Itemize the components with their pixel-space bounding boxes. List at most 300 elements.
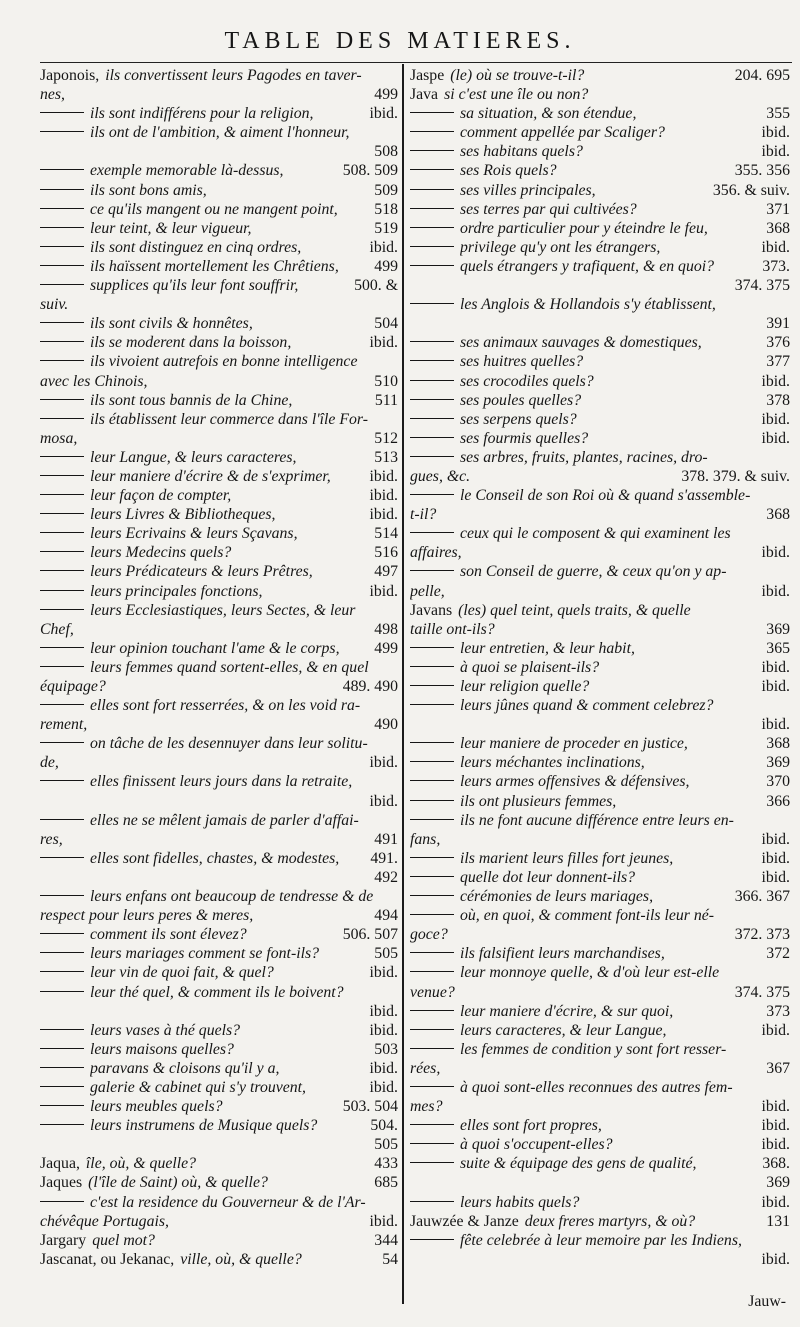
entry-text: t-il?	[410, 506, 437, 524]
index-entry	[40, 448, 398, 467]
index-entry	[40, 1212, 398, 1231]
index-entry	[40, 219, 398, 238]
index-entry	[40, 391, 398, 410]
index-entry	[410, 276, 790, 295]
index-entry	[410, 1173, 790, 1192]
page-reference: ibid.	[761, 1250, 790, 1268]
index-entry	[410, 868, 790, 887]
ditto-dash	[40, 341, 84, 342]
entry-text: leurs principales fonctions,	[90, 582, 263, 600]
index-entry	[40, 753, 398, 772]
ditto-dash	[40, 590, 84, 591]
ditto-dash	[40, 131, 84, 132]
index-entry	[40, 352, 398, 371]
entry-text: leurs Ecrivains & leurs Sçavans,	[90, 525, 298, 543]
index-entry	[40, 410, 398, 429]
index-entry	[410, 1078, 790, 1097]
index-entry	[410, 944, 790, 963]
entry-text: quelle dot leur donnent-ils?	[460, 868, 636, 886]
entry-text: goce?	[410, 926, 448, 944]
entry-text: ses poules quelles?	[460, 391, 582, 409]
ditto-dash	[410, 780, 454, 781]
entry-text: leurs mariages comment se font-ils?	[90, 945, 320, 963]
ditto-dash	[410, 1239, 454, 1240]
page-reference: ibid.	[369, 467, 398, 485]
index-entry	[40, 505, 398, 524]
entry-text: avec les Chinois,	[40, 372, 148, 390]
index-entry	[410, 238, 790, 257]
index-entry	[40, 333, 398, 352]
ditto-dash	[40, 647, 84, 648]
index-entry	[40, 582, 398, 601]
entry-headword: Jaqua,	[40, 1155, 80, 1173]
entry-text: à quoi s'occupent-elles?	[460, 1136, 613, 1154]
entry-text: ils se moderent dans la boisson,	[90, 334, 292, 352]
index-entry	[40, 772, 398, 791]
page-reference: ibid.	[761, 1193, 790, 1211]
page-reference: 503	[374, 1040, 398, 1058]
entry-text: ses crocodiles quels?	[460, 372, 594, 390]
entry-text: ils sont distinguez en cinq ordres,	[90, 238, 302, 256]
page-reference: ibid.	[761, 716, 790, 734]
page-reference: 368	[766, 219, 790, 237]
page-reference: 54	[382, 1250, 398, 1268]
entry-text: comment ils sont élevez?	[90, 926, 247, 944]
index-entry	[410, 524, 790, 543]
entry-text: son Conseil de guerre, & ceux qu'on y ap-	[460, 563, 727, 581]
page-reference: 356. & suiv.	[712, 181, 790, 199]
page-reference: 376	[766, 334, 790, 352]
page-reference: 377	[766, 353, 790, 371]
page-reference: 499	[374, 639, 398, 657]
index-entry	[40, 963, 398, 982]
index-entry	[40, 295, 398, 314]
page-reference: 500. &	[354, 277, 398, 295]
entry-text: (le) où se trouve-t-il?	[450, 67, 585, 84]
index-entry	[410, 753, 790, 772]
index-entry	[410, 352, 790, 371]
index-entry	[40, 429, 398, 448]
ditto-dash	[40, 246, 84, 247]
entry-text: leurs caracteres, & leur Langue,	[460, 1021, 667, 1039]
index-entry	[40, 715, 398, 734]
index-entry	[410, 410, 790, 429]
page-reference: ibid.	[761, 544, 790, 562]
index-entry	[410, 314, 790, 333]
entry-text: le Conseil de son Roi où & quand s'assemble-	[460, 487, 751, 505]
index-entry	[410, 811, 790, 830]
page-reference: 366. 367	[734, 888, 790, 906]
ditto-dash	[410, 418, 454, 419]
entry-text: les femmes de condition y sont fort resser-	[460, 1040, 727, 1058]
index-entry	[40, 1250, 398, 1269]
ditto-dash	[410, 303, 454, 304]
page-reference: 378	[766, 391, 790, 409]
entry-headword: Jaspe	[410, 67, 445, 84]
index-entry	[40, 372, 398, 391]
ditto-dash	[410, 227, 454, 228]
index-entry	[40, 66, 398, 85]
page-reference: ibid.	[369, 1002, 398, 1020]
index-entry	[410, 1116, 790, 1135]
page-reference: 204. 695	[734, 67, 790, 84]
ditto-dash	[410, 761, 454, 762]
index-entry	[410, 161, 790, 180]
entry-text: nes,	[40, 86, 66, 104]
page-reference: 509	[374, 181, 398, 199]
page-reference: 391	[766, 315, 790, 333]
index-entry	[410, 200, 790, 219]
index-entry	[40, 276, 398, 295]
ditto-dash	[410, 742, 454, 743]
ditto-dash	[40, 189, 84, 190]
page-reference: 373	[766, 1002, 790, 1020]
entry-text: ses fourmis quelles?	[460, 429, 589, 447]
page-reference: 518	[374, 200, 398, 218]
index-entry	[40, 1021, 398, 1040]
entry-text: ses animaux sauvages & domestiques,	[460, 334, 702, 352]
entry-text: leurs maisons quelles?	[90, 1040, 234, 1058]
index-entry	[40, 944, 398, 963]
ditto-dash	[40, 570, 84, 571]
entry-text: sa situation, & son étendue,	[460, 105, 637, 123]
entry-text: leurs Livres & Bibliotheques,	[90, 506, 276, 524]
entry-text: paravans & cloisons qu'il y a,	[90, 1059, 280, 1077]
page-reference: 365	[766, 639, 790, 657]
page-reference: 373.	[762, 257, 790, 275]
index-entry	[410, 505, 790, 524]
entry-text: ils établissent leur commerce dans l'île For-	[90, 410, 368, 428]
ditto-dash	[410, 876, 454, 877]
entry-text: ses terres par qui cultivées?	[460, 200, 637, 218]
ditto-dash	[410, 494, 454, 495]
entry-text: leur thé quel, & comment ils le boivent?	[90, 983, 344, 1001]
page-reference: 510	[374, 372, 398, 390]
entry-text: ce qu'ils mangent ou ne mangent point,	[90, 200, 338, 218]
page-reference: 372. 373	[734, 926, 790, 944]
page-reference: ibid.	[761, 1136, 790, 1154]
entry-text: res,	[40, 830, 63, 848]
ditto-dash	[40, 475, 84, 476]
entry-text: leurs Medecins quels?	[90, 544, 232, 562]
page-reference: ibid.	[369, 1212, 398, 1230]
entry-text: cérémonies de leurs mariages,	[460, 888, 654, 906]
index-entry	[410, 391, 790, 410]
entry-text: ils sont bons amis,	[90, 181, 207, 199]
right-column	[410, 66, 790, 1269]
ditto-dash	[410, 1048, 454, 1049]
index-entry	[410, 543, 790, 562]
ditto-dash	[40, 1105, 84, 1106]
entry-text: leurs enfans ont beaucoup de tendresse & de	[90, 888, 374, 906]
page-reference: 433	[374, 1155, 398, 1173]
entry-text: ils haïssent mortellement les Chrêtiens,	[90, 257, 339, 275]
entry-text: leurs habits quels?	[460, 1193, 580, 1211]
ditto-dash	[40, 169, 84, 170]
ditto-dash	[40, 265, 84, 266]
page-reference: 490	[374, 716, 398, 734]
page-reference: ibid.	[369, 238, 398, 256]
index-entry	[40, 1078, 398, 1097]
index-entry	[410, 1059, 790, 1078]
entry-text: suiv.	[40, 296, 69, 314]
page-reference: ibid.	[761, 868, 790, 886]
page-reference: ibid.	[761, 849, 790, 867]
entry-text: leur teint, & leur vigueur,	[90, 219, 252, 237]
index-entry	[40, 1116, 398, 1135]
ditto-dash	[40, 456, 84, 457]
ditto-dash	[40, 991, 84, 992]
entry-text: ceux qui le composent & qui examinent les	[460, 525, 731, 543]
page-reference: 378. 379. & suiv.	[681, 467, 790, 485]
entry-text: elles sont fort resserrées, & on les void ra-	[90, 697, 361, 715]
index-entry	[410, 85, 790, 104]
index-entry	[410, 142, 790, 161]
entry-text: ils vivoient autrefois en bonne intelligence	[90, 353, 358, 371]
index-entry	[40, 562, 398, 581]
page-reference: 514	[374, 525, 398, 543]
index-entry	[40, 1002, 398, 1021]
entry-text: ils falsifient leurs marchandises,	[460, 945, 665, 963]
ditto-dash	[410, 532, 454, 533]
entry-text: ses villes principales,	[460, 181, 596, 199]
ditto-dash	[40, 399, 84, 400]
index-entry	[40, 925, 398, 944]
index-entry	[40, 238, 398, 257]
ditto-dash	[410, 1086, 454, 1087]
index-entry	[410, 448, 790, 467]
page-reference: 508. 509	[342, 162, 398, 180]
entry-text: à quoi sont-elles reconnues des autres fem-	[460, 1078, 733, 1096]
page-reference: 513	[374, 448, 398, 466]
entry-text: ses huitres quelles?	[460, 353, 584, 371]
page-reference: ibid.	[369, 1021, 398, 1039]
index-entry	[410, 849, 790, 868]
ditto-dash	[40, 1029, 84, 1030]
page-reference: 505	[374, 945, 398, 963]
index-entry	[40, 677, 398, 696]
page-reference: 366	[766, 792, 790, 810]
entry-text: leur maniere d'écrire, & sur quoi,	[460, 1002, 674, 1020]
page-reference: ibid.	[369, 334, 398, 352]
ditto-dash	[40, 1201, 84, 1202]
index-entry	[40, 200, 398, 219]
index-entry	[410, 1135, 790, 1154]
entry-text: ils ont de l'ambition, & aiment l'honneur,	[90, 124, 350, 142]
ditto-dash	[410, 1029, 454, 1030]
entry-text: leur entretien, & leur habit,	[460, 639, 635, 657]
entry-text: privilege qu'y ont les étrangers,	[460, 238, 661, 256]
ditto-dash	[40, 666, 84, 667]
ditto-dash	[410, 189, 454, 190]
page-reference: ibid.	[761, 238, 790, 256]
entry-text: comment appellée par Scaliger?	[460, 124, 665, 142]
index-entry	[40, 601, 398, 620]
ditto-dash	[40, 704, 84, 705]
page-reference: 516	[374, 544, 398, 562]
ditto-dash	[410, 246, 454, 247]
page-reference: 503. 504	[342, 1098, 398, 1116]
index-entry	[410, 887, 790, 906]
page-reference: ibid.	[761, 410, 790, 428]
entry-text: leurs Ecclesiastiques, leurs Sectes, & leur	[90, 601, 356, 619]
ditto-dash	[40, 1067, 84, 1068]
entry-text: leur vin de quoi fait, & quel?	[90, 964, 274, 982]
entry-text: affaires,	[410, 544, 462, 562]
index-entry	[40, 887, 398, 906]
entry-text: ville, où, & quelle?	[180, 1250, 302, 1268]
page-reference: 491.	[370, 849, 398, 867]
entry-text: elles sont fidelles, chastes, & modestes,	[90, 849, 340, 867]
ditto-dash	[40, 418, 84, 419]
page-reference: 369	[766, 754, 790, 772]
page-reference: 131	[766, 1212, 790, 1230]
entry-text: leurs meubles quels?	[90, 1098, 223, 1116]
index-entry	[410, 658, 790, 677]
index-entry	[410, 620, 790, 639]
index-entry	[410, 963, 790, 982]
ditto-dash	[410, 112, 454, 113]
index-entry	[40, 906, 398, 925]
page-reference: 372	[766, 945, 790, 963]
ditto-dash	[410, 1201, 454, 1202]
page-reference: 497	[374, 563, 398, 581]
entry-text: leurs instrumens de Musique quels?	[90, 1117, 318, 1135]
page-reference: 369	[766, 620, 790, 638]
page-reference: 504.	[370, 1117, 398, 1135]
index-entry	[410, 734, 790, 753]
ditto-dash	[410, 265, 454, 266]
entry-text: leurs vases à thé quels?	[90, 1021, 241, 1039]
index-entry	[40, 1135, 398, 1154]
entry-text: ils sont civils & honnêtes,	[90, 315, 253, 333]
ditto-dash	[40, 933, 84, 934]
index-entry	[40, 104, 398, 123]
page-reference: 504	[374, 315, 398, 333]
page-reference: ibid.	[761, 1117, 790, 1135]
page-reference: ibid.	[761, 830, 790, 848]
index-entry	[410, 467, 790, 486]
page-reference: 511	[374, 391, 398, 409]
entry-text: rement,	[40, 716, 88, 734]
page-reference: ibid.	[369, 792, 398, 810]
index-entry	[410, 104, 790, 123]
entry-text: où, en quoi, & comment font-ils leur né-	[460, 907, 715, 925]
ditto-dash	[410, 666, 454, 667]
index-entry	[40, 734, 398, 753]
entry-text: leur monnoye quelle, & d'où leur est-elle	[460, 964, 720, 982]
index-entry	[410, 123, 790, 142]
entry-text: leur façon de compter,	[90, 487, 232, 505]
page-reference: 491	[374, 830, 398, 848]
index-entry	[40, 792, 398, 811]
index-entry	[40, 161, 398, 180]
ditto-dash	[410, 570, 454, 571]
entry-text: respect pour leurs peres & meres,	[40, 907, 254, 925]
ditto-dash	[410, 169, 454, 170]
catchword: Jauw-	[748, 1293, 786, 1310]
entry-headword: Jascanat, ou Jekanac,	[40, 1250, 175, 1268]
page-reference: 519	[374, 219, 398, 237]
index-entry	[40, 1193, 398, 1212]
page-reference: 344	[374, 1231, 398, 1249]
left-column	[40, 66, 398, 1269]
entry-text: les Anglois & Hollandois s'y établissent,	[460, 296, 716, 314]
page-reference: 505	[374, 1136, 398, 1154]
ditto-dash	[40, 494, 84, 495]
entry-text: ils ne font aucune différence entre leurs en-	[460, 811, 734, 829]
index-entry	[410, 372, 790, 391]
entry-text: ses Rois quels?	[460, 162, 557, 180]
ditto-dash	[40, 742, 84, 743]
index-entry	[410, 562, 790, 581]
index-entry	[40, 620, 398, 639]
entry-text: équipage?	[40, 678, 106, 695]
page-reference: ibid.	[369, 506, 398, 524]
entry-text: taille ont-ils?	[410, 620, 495, 638]
page-title: TABLE DES MATIERES.	[224, 28, 576, 54]
ditto-dash	[410, 857, 454, 858]
ditto-dash	[410, 341, 454, 342]
index-entry	[410, 181, 790, 200]
ditto-dash	[40, 780, 84, 781]
page-reference: ibid.	[761, 372, 790, 390]
entry-text: venue?	[410, 983, 455, 1001]
index-entry	[410, 792, 790, 811]
entry-text: leurs Prédicateurs & leurs Prêtres,	[90, 563, 313, 581]
page-reference: ibid.	[369, 487, 398, 505]
entry-text: exemple memorable là-dessus,	[90, 162, 284, 180]
index-entry	[40, 85, 398, 104]
ditto-dash	[410, 800, 454, 801]
entry-headword: Java	[410, 86, 439, 104]
index-entry	[410, 601, 790, 620]
index-entry	[40, 658, 398, 677]
entry-headword: Javans	[410, 601, 453, 619]
entry-text: leurs femmes quand sortent-elles, & en quel	[90, 658, 369, 676]
index-entry	[40, 1154, 398, 1173]
index-entry	[40, 849, 398, 868]
ditto-dash	[410, 895, 454, 896]
index-entry	[40, 830, 398, 849]
entry-headword: Japonois,	[40, 67, 100, 84]
ditto-dash	[410, 704, 454, 705]
entry-text: mes?	[410, 1098, 443, 1116]
page-reference: ibid.	[761, 143, 790, 161]
entry-text: quels étrangers y trafiquent, & en quoi?	[460, 257, 715, 275]
ditto-dash	[40, 112, 84, 113]
ditto-dash	[40, 1124, 84, 1125]
ditto-dash	[40, 513, 84, 514]
ditto-dash	[40, 532, 84, 533]
entry-text: ses serpens quels?	[460, 410, 577, 428]
page-reference: ibid.	[761, 124, 790, 142]
page-reference: ibid.	[761, 658, 790, 676]
entry-text: ils marient leurs filles fort jeunes,	[460, 849, 674, 867]
index-entry	[40, 868, 398, 887]
index-entry	[40, 983, 398, 1002]
index-entry	[410, 582, 790, 601]
ditto-dash	[410, 131, 454, 132]
index-entry	[410, 1040, 790, 1059]
index-entry	[410, 715, 790, 734]
entry-text: chévêque Portugais,	[40, 1212, 169, 1230]
title-rule	[40, 62, 792, 63]
index-entry	[410, 1154, 790, 1173]
ditto-dash	[410, 437, 454, 438]
entry-text: ils convertissent leurs Pagodes en taver-	[105, 67, 362, 84]
entry-text: leur religion quelle?	[460, 678, 590, 695]
